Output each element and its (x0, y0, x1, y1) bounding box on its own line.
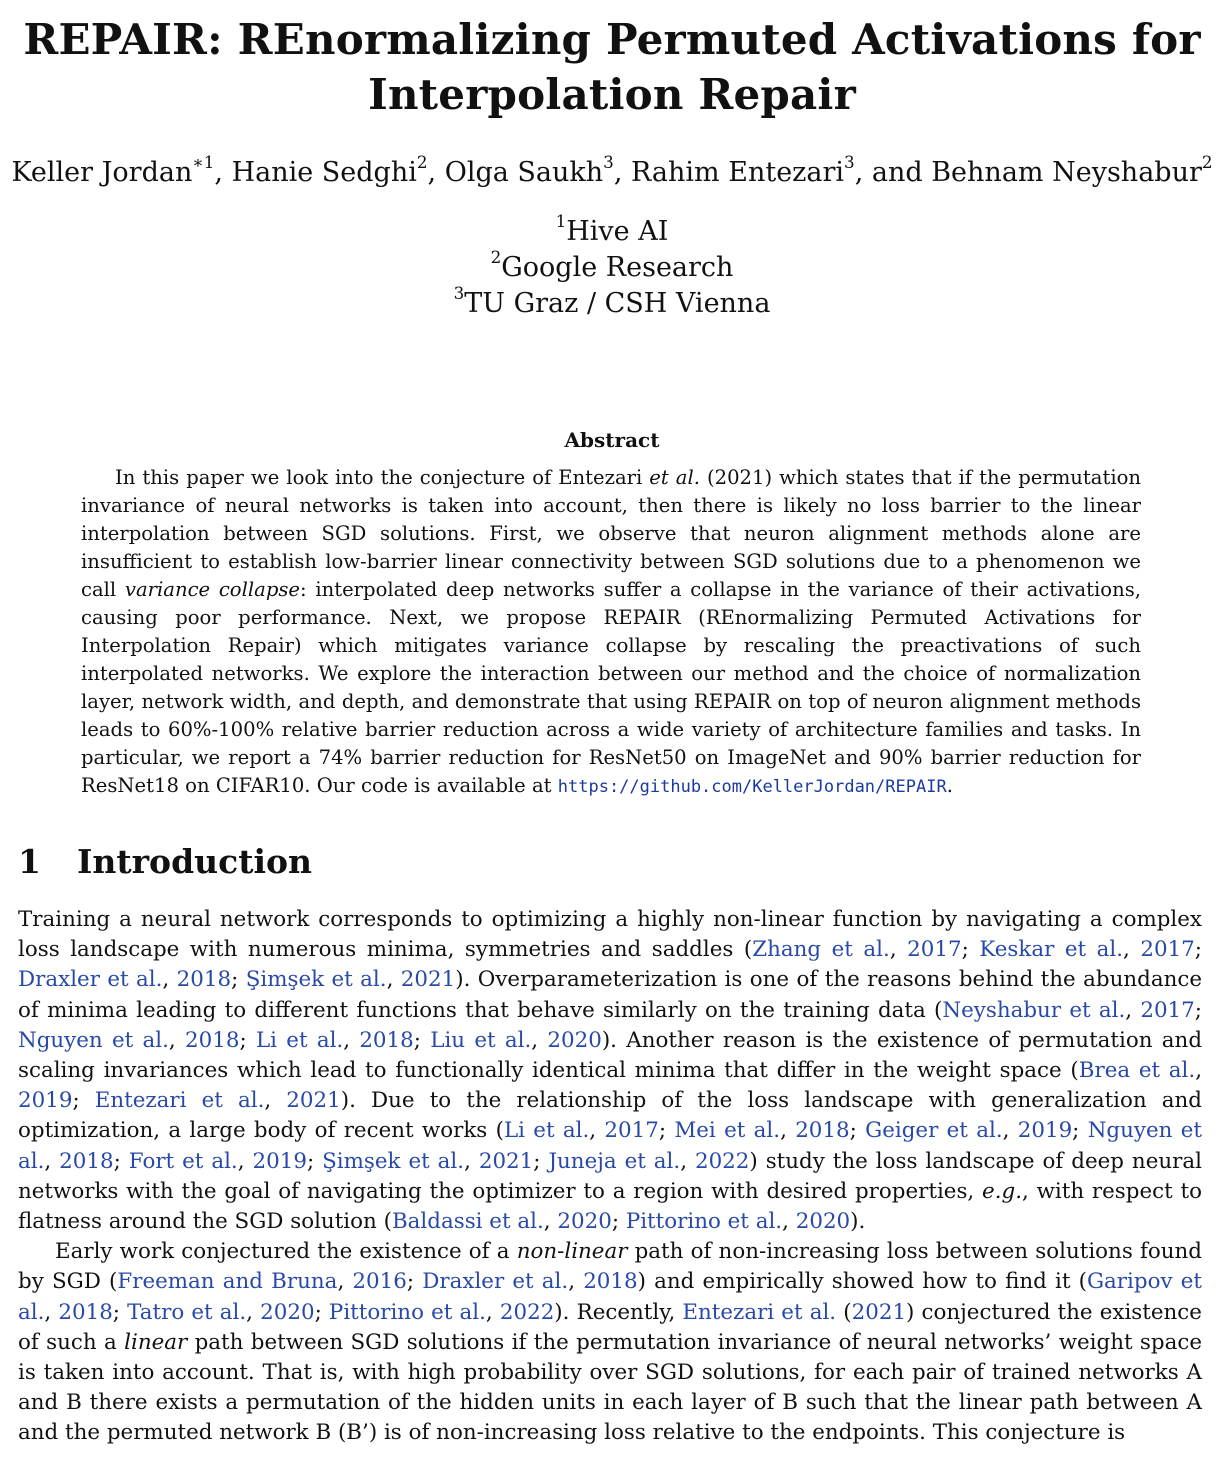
body-text: , with respect to flatness around the SGD solution ( (18, 1178, 1202, 1235)
citation-link[interactable]: 2019 (252, 1148, 307, 1174)
citation-link[interactable]: Geiger et al. (865, 1118, 1003, 1144)
body-text: ). Another reason is the existence of permutation and scaling invariances which lead to functionally identical minima that differ in the weight space ( (18, 1027, 1203, 1084)
citation-link[interactable]: 2018 (583, 1269, 638, 1295)
citation-link[interactable]: 2018 (359, 1027, 414, 1053)
body-text: ; (849, 1118, 866, 1144)
author-list (0, 151, 1224, 191)
paper-title (0, 12, 1224, 122)
author: Rahim Entezari$^3$, and (630, 151, 932, 188)
body-text: ; (413, 1027, 431, 1053)
citation-link[interactable]: 2017 (604, 1118, 659, 1144)
body-text: ). Due to the relationship of the loss landscape with generalization and optimization, a large body of recent works ( (18, 1088, 1202, 1144)
author-mark: 2 (1201, 151, 1213, 172)
citation-link[interactable]: Entezari et al. (682, 1299, 837, 1325)
body-text: path of non-increasing loss between solutions found by SGD ( (18, 1239, 1202, 1295)
body-text: , (464, 1148, 479, 1174)
body-text: ) conjectured the existence of such a (18, 1299, 1202, 1355)
citation-link[interactable]: 2019 (1017, 1118, 1073, 1144)
body-text: , (386, 967, 401, 993)
citation-link[interactable]: 2018 (176, 967, 232, 993)
citation-link[interactable]: 2017 (1140, 997, 1195, 1023)
body-text: , (680, 1148, 695, 1174)
body-text: Early work conjectured the existence of a (55, 1239, 517, 1265)
citation-link[interactable]: 2021 (851, 1299, 907, 1325)
citation-link[interactable]: Garipov et al. (18, 1269, 1202, 1325)
affiliation-list (0, 210, 1224, 322)
body-text: , (44, 1299, 59, 1325)
citation-link[interactable]: Pittorino et al. (625, 1209, 783, 1235)
body-text: , (568, 1269, 584, 1295)
citation-link[interactable]: Pittorino et al. (328, 1299, 486, 1325)
citation-link[interactable]: 2019 (18, 1088, 73, 1114)
abstract-paragraph: In this paper we look into the conjecture of Entezari et al. (2021) which states that if the permutation invariance of neural networks is taken into account, then there is likely no loss barrier to the linear interpolation between SGD solutions. First, we observe that neuron alignment methods alone are insufficient to establish low-barrier linear connectivity between SGD solutions due to a phenomenon we call variance collapse: interpolated deep networks suffer a collapse in the variance of their activations, causing poor performance. Next, we propose REPAIR (REnormalizing Permuted Activations for Interpolation Repair) which mitigates variance collapse by rescaling the preactivations of such interpolated networks. We explore the interaction between our method and the choice of normalization layer, network width, and depth, and demonstrate that using REPAIR on top of neuron alignment methods leads to 60%-100% relative barrier reduction across a wide variety of architecture families and tasks. In particular, we report a 74% barrier reduction for ResNet50 on ImageNet and 90% barrier reduction for ResNet18 on CIFAR10. Our code is available at https://github.com/KellerJordan/REPAIR. (81, 466, 1142, 797)
section-title: Introduction (77, 842, 313, 881)
body-text: ; (1194, 997, 1202, 1023)
body-text: , (168, 1027, 186, 1053)
author-mark: ∗1 (192, 151, 215, 172)
body-text: ; (306, 1148, 323, 1174)
body-text: ) study the loss landscape of deep neural networks with the goal of navigating the optimizer to a region with desired properties, (18, 1148, 1202, 1204)
body-text: ; (72, 1088, 95, 1114)
citation-link[interactable]: Mei et al. (674, 1118, 781, 1144)
citation-link[interactable]: Şimşek et al. (245, 967, 387, 993)
author-mark: 2 (416, 151, 428, 172)
citation-link[interactable]: 2018 (58, 1299, 113, 1325)
citation-link[interactable]: Freeman and Bruna (117, 1269, 338, 1295)
body-text: ( (836, 1299, 852, 1325)
body-text: , (531, 1027, 548, 1053)
emphasis-text: non-linear (516, 1239, 628, 1265)
citation-link[interactable]: 2022 (694, 1148, 750, 1174)
body-text: , (1123, 937, 1141, 963)
code-link[interactable]: https://github.com/KellerJordan/REPAIR (557, 777, 947, 797)
citation-link[interactable]: Brea et al. (1078, 1058, 1196, 1084)
author: Keller Jordan$^{∗1}$, (11, 151, 232, 188)
body-text: ; (239, 1027, 256, 1053)
body-text: , (780, 1118, 796, 1144)
citation-link[interactable]: Draxler et al. (18, 967, 163, 993)
author-mark: 3 (844, 151, 855, 172)
emphasis-text: e.g. (982, 1178, 1022, 1204)
citation-link[interactable]: Draxler et al. (422, 1269, 569, 1295)
citation-link[interactable]: Baldassi et al. (391, 1209, 544, 1235)
body-text: ). (850, 1209, 866, 1235)
citation-link[interactable]: Nguyen et al. (18, 1118, 1202, 1174)
citation-link[interactable]: 2021 (400, 967, 456, 993)
title-line-1: REPAIR: REnormalizing Permuted Activations for (23, 15, 1201, 64)
citation-link[interactable]: 2021 (478, 1148, 534, 1174)
citation-link[interactable]: Juneja et al. (548, 1148, 681, 1174)
section-number: 1 (18, 842, 41, 881)
body-paragraph (18, 1237, 1202, 1448)
body-text: , (237, 1148, 253, 1174)
body-text: , (343, 1027, 360, 1053)
citation-link[interactable]: Keskar et al. (979, 937, 1124, 963)
body-text: ; (113, 1148, 129, 1174)
citation-link[interactable]: 2018 (59, 1148, 114, 1174)
citation-link[interactable]: Zhang et al. (752, 937, 890, 963)
citation-link[interactable]: Li et al. (503, 1118, 590, 1144)
body-text: , (44, 1148, 60, 1174)
citation-link[interactable]: 2021 (286, 1088, 341, 1114)
citation-link[interactable]: 2022 (499, 1299, 555, 1325)
citation-link[interactable]: 2020 (260, 1299, 315, 1325)
citation-link[interactable]: 2020 (557, 1209, 612, 1235)
citation-link[interactable]: 2020 (547, 1027, 602, 1053)
citation-link[interactable]: Entezari et al. (94, 1088, 265, 1114)
body-text: , (782, 1209, 796, 1235)
citation-link[interactable]: 2018 (795, 1118, 850, 1144)
body-text: ; (112, 1299, 128, 1325)
title-line-2: Interpolation Repair (368, 70, 856, 119)
body-text: ; (406, 1269, 423, 1295)
body-text: , (162, 967, 177, 993)
body-paragraph (18, 905, 1202, 1237)
body-text: ) and empirically showed how to find it ( (637, 1269, 1087, 1295)
body-text: ; (533, 1148, 549, 1174)
body-text: , (1002, 1118, 1018, 1144)
body-text: Training a neural network corresponds to optimizing a highly non-linear function by navigating a complex loss landscape with numerous minima, symmetries and saddles ( (18, 907, 1202, 963)
citation-link[interactable]: Nguyen et al. (18, 1027, 169, 1053)
affiliation: $^3$TU Graz / CSH Vienna (453, 282, 771, 319)
citation-link[interactable]: 2017 (1140, 937, 1195, 963)
citation-link[interactable]: Liu et al. (430, 1027, 532, 1053)
author: Olga Saukh$^3$, (444, 151, 631, 188)
body-text: , (337, 1269, 353, 1295)
body-text: ). Recently, (554, 1299, 683, 1325)
abstract-body (81, 464, 1141, 801)
body-text: , (485, 1299, 500, 1325)
body-text: ; (658, 1118, 675, 1144)
section-heading (18, 838, 1208, 886)
body-text: ; (961, 937, 980, 963)
introduction-body (18, 905, 1202, 1449)
body-text: ; (1194, 937, 1202, 963)
body-text: , (543, 1209, 558, 1235)
citation-link[interactable]: 2018 (185, 1027, 240, 1053)
citation-link[interactable]: Tatro et al. (127, 1299, 247, 1325)
body-text: path between SGD solutions if the permutation invariance of neural networks’ weight space is taken into account. That is, with high probability over SGD solutions, for each pair of trained networks A and B there exists a permutation of the hidden units in each layer of B such that the linear path between A and the permuted network B (B’) is of non-increasing loss relative to the endpoints. This conjecture is (18, 1329, 1202, 1446)
body-text: ; (314, 1299, 329, 1325)
affiliation: $^1$Hive AI (555, 210, 669, 247)
author: Behnam Neyshabur$^2$ (931, 151, 1213, 188)
body-text: , (589, 1118, 605, 1144)
citation-link[interactable]: Şimşek et al. (322, 1148, 465, 1174)
citation-link[interactable]: 2016 (352, 1269, 407, 1295)
citation-link[interactable]: 2020 (795, 1209, 851, 1235)
citation-link[interactable]: Fort et al. (128, 1148, 238, 1174)
body-text: , (1195, 1058, 1202, 1084)
affiliation: $^2$Google Research (490, 246, 734, 283)
citation-link[interactable]: Neyshabur et al. (942, 997, 1126, 1023)
body-text: ; (231, 967, 246, 993)
emphasis-text: linear (124, 1329, 188, 1355)
body-text: , (246, 1299, 261, 1325)
body-text: , (264, 1088, 287, 1114)
citation-link[interactable]: Li et al. (255, 1027, 344, 1053)
body-text: ; (1072, 1118, 1088, 1144)
author-mark: 3 (603, 151, 614, 172)
body-text: , (889, 937, 908, 963)
author: Hanie Sedghi$^2$, (231, 151, 445, 188)
body-text: ). Overparameterization is one of the reasons behind the abundance of minima leading to different functions that behave similarly on the training data ( (18, 967, 1202, 1023)
citation-link[interactable]: 2017 (907, 937, 962, 963)
abstract-heading: Abstract (564, 428, 660, 452)
body-text: ; (611, 1209, 626, 1235)
body-text: , (1125, 997, 1141, 1023)
